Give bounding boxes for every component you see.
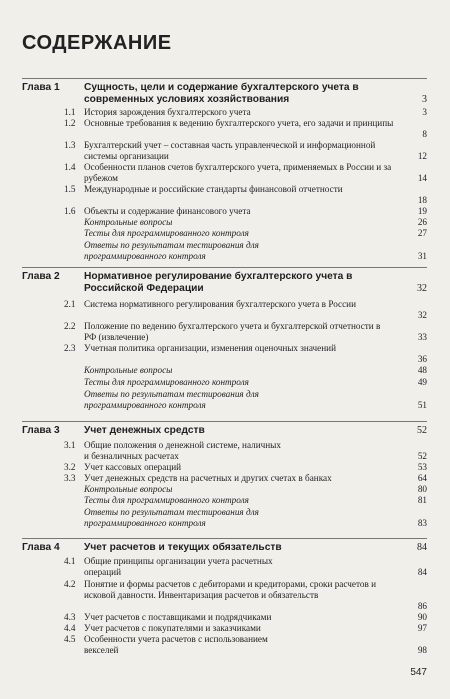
entry-text: Учет денежных средств на расчетных и других счетах в банках <box>84 473 332 483</box>
chapter-label: Глава 4 <box>22 542 60 553</box>
entry-text: Основные требования к ведению бухгалтерского учета, его задачи и принципы <box>84 118 394 128</box>
entry-page: 86 <box>417 601 427 611</box>
entry-page: 31 <box>417 251 427 261</box>
entry-text: Учетная политика организации, изменения оценочных значений <box>84 343 336 353</box>
entry-text: Понятие и формы расчетов с дебиторами и кредиторами, сроки расчетов и исковой давности. Инвентаризация расчетов и обязательств <box>84 579 377 600</box>
entry-text: Контрольные вопросы <box>84 484 173 494</box>
entry-page: 98 <box>417 645 427 655</box>
entry-text: Общие принципы организации учета расчетных операций <box>84 556 273 577</box>
entry-page: 14 <box>417 173 427 183</box>
entry-number: 4.5 <box>64 634 76 644</box>
entry-page: 83 <box>417 518 427 528</box>
entry-text: Учет расчетов с покупателями и заказчиками <box>84 623 261 633</box>
entry-number: 1.3 <box>64 140 76 150</box>
entry-number: 1.1 <box>64 107 76 117</box>
chapter-label: Глава 3 <box>22 425 60 436</box>
page-title: СОДЕРЖАНИЕ <box>22 32 172 54</box>
entry-number: 4.2 <box>64 579 76 589</box>
entry-page: 80 <box>417 484 427 494</box>
chapter-title: Сущность, цели и содержание бухгалтерского учета в современных условиях хозяйствования <box>84 82 359 105</box>
entry-page: 33 <box>417 332 427 342</box>
entry-text: Ответы по результатам тестирования для программированного контроля <box>84 507 259 528</box>
entry-number: 1.5 <box>64 184 76 194</box>
entry-page: 18 <box>417 195 427 205</box>
chapter-divider <box>22 421 427 422</box>
entry-text: Ответы по результатам тестирования для программированного контроля <box>84 240 259 261</box>
entry-number: 2.3 <box>64 343 76 353</box>
entry-number: 3.2 <box>64 462 76 472</box>
entry-text: Объекты и содержание финансового учета <box>84 206 251 216</box>
entry-text: Учет кассовых операций <box>84 462 182 472</box>
entry-number: 1.4 <box>64 162 76 172</box>
chapter-divider <box>22 538 427 539</box>
entry-text: Положение по ведению бухгалтерского учета и бухгалтерской отчетности в РФ (извлечение) <box>84 321 381 342</box>
entry-page: 32 <box>417 310 427 320</box>
entry-text: Тесты для программированного контроля <box>84 495 249 505</box>
entry-text: Учет расчетов с поставщиками и подрядчиками <box>84 612 272 622</box>
entry-page: 53 <box>417 462 427 472</box>
entry-page: 48 <box>417 365 427 375</box>
entry-page: 90 <box>417 612 427 622</box>
entry-number: 3.3 <box>64 473 76 483</box>
entry-number: 4.4 <box>64 623 76 633</box>
entry-page: 19 <box>417 206 427 216</box>
chapter-page: 3 <box>422 94 427 105</box>
entry-page: 81 <box>417 495 427 505</box>
entry-text: Тесты для программированного контроля <box>84 377 249 387</box>
entry-text: Тесты для программированного контроля <box>84 228 249 238</box>
entry-page: 27 <box>417 228 427 238</box>
entry-text: Контрольные вопросы <box>84 217 173 227</box>
chapter-label: Глава 2 <box>22 271 60 282</box>
entry-number: 1.2 <box>64 118 76 128</box>
chapter-page: 52 <box>417 425 427 436</box>
entry-page: 97 <box>417 623 427 633</box>
entry-text: Контрольные вопросы <box>84 365 173 375</box>
chapter-page: 32 <box>417 283 427 294</box>
entry-number: 4.3 <box>64 612 76 622</box>
chapter-page: 84 <box>417 542 427 553</box>
entry-text: Ответы по результатам тестирования для программированного контроля <box>84 389 259 410</box>
chapter-title: Учет расчетов и текущих обязательств <box>84 542 282 553</box>
entry-text: Особенности планов счетов бухгалтерского учета, применяемых в России и за рубежом <box>84 162 392 183</box>
entry-text: История зарождения бухгалтерского учета <box>84 107 251 117</box>
entry-text: Международные и российские стандарты финансовой отчетности <box>84 184 343 194</box>
page-number: 547 <box>410 667 427 678</box>
chapter-title: Учет денежных средств <box>84 425 205 436</box>
entry-text: Бухгалтерский учет – составная часть управленческой и информационной системы организации <box>84 140 376 161</box>
chapter-divider <box>22 267 427 268</box>
entry-number: 2.2 <box>64 321 76 331</box>
entry-page: 49 <box>417 377 427 387</box>
entry-text: Система нормативного регулирования бухгалтерского учета в России <box>84 299 357 309</box>
entry-page: 26 <box>417 217 427 227</box>
entry-page: 36 <box>417 354 427 364</box>
entry-page: 51 <box>417 400 427 410</box>
chapter-title: Нормативное регулирование бухгалтерского учета в Российской Федерации <box>84 271 353 294</box>
entry-page: 12 <box>417 151 427 161</box>
chapter-divider <box>22 78 427 79</box>
entry-page: 8 <box>422 129 427 139</box>
entry-page: 52 <box>417 451 427 461</box>
entry-page: 84 <box>417 567 427 577</box>
entry-text: Особенности учета расчетов с использованием векселей <box>84 634 268 655</box>
entry-page: 3 <box>422 107 427 117</box>
entry-number: 2.1 <box>64 299 76 309</box>
entry-number: 3.1 <box>64 440 76 450</box>
entry-page: 64 <box>417 473 427 483</box>
entry-number: 4.1 <box>64 556 76 566</box>
entry-text: Общие положения о денежной системе, наличных и безналичных расчетах <box>84 440 281 461</box>
chapter-label: Глава 1 <box>22 82 60 93</box>
entry-number: 1.6 <box>64 206 76 216</box>
